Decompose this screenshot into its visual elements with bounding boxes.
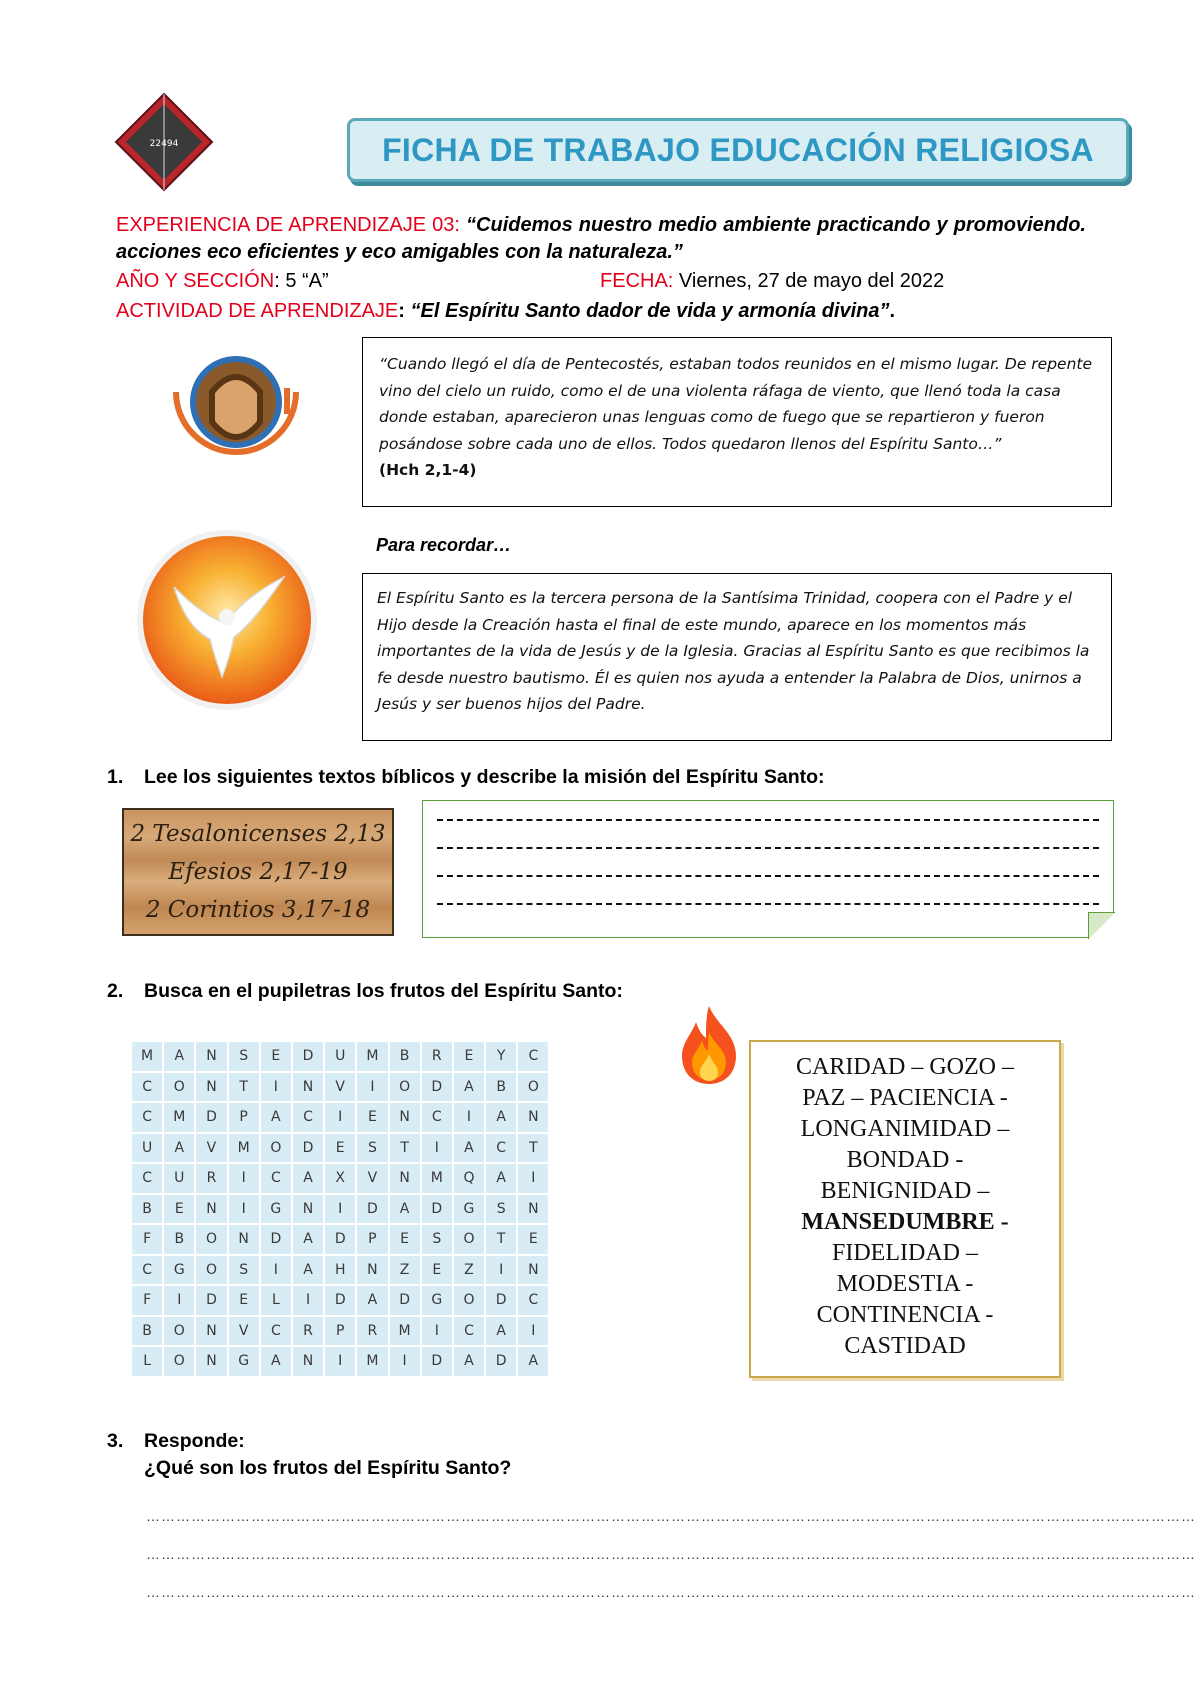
grid-cell: D [292, 1133, 324, 1164]
grid-cell: Y [485, 1041, 517, 1072]
grid-cell: N [228, 1224, 260, 1255]
grid-cell: D [195, 1102, 227, 1133]
grid-cell: A [260, 1102, 292, 1133]
grid-cell: H [324, 1255, 356, 1286]
grid-cell: A [453, 1072, 485, 1103]
grid-cell: E [356, 1102, 388, 1133]
grid-cell: V [324, 1072, 356, 1103]
grid-cell: D [485, 1285, 517, 1316]
grid-cell: C [131, 1163, 163, 1194]
grid-cell: I [517, 1163, 549, 1194]
grid-cell: D [324, 1224, 356, 1255]
grid-cell: D [389, 1285, 421, 1316]
recordar-title: Para recordar… [376, 535, 512, 555]
grid-cell: I [517, 1316, 549, 1347]
grid-cell: I [421, 1316, 453, 1347]
grid-cell: M [356, 1346, 388, 1377]
grid-cell: N [517, 1102, 549, 1133]
word-search-grid [130, 1040, 550, 1378]
answer-line[interactable] [437, 875, 1099, 877]
grid-cell: R [292, 1316, 324, 1347]
grid-cell: A [485, 1102, 517, 1133]
fruit-item: CONTINENCIA - [816, 1302, 994, 1328]
grid-cell: R [356, 1316, 388, 1347]
quote-reference: (Hch 2,1-4) [379, 461, 477, 479]
seccion-label: AÑO Y SECCIÓN [116, 270, 275, 292]
grid-cell: D [421, 1346, 453, 1377]
grid-cell: N [195, 1041, 227, 1072]
grid-cell: O [389, 1072, 421, 1103]
grid-cell: R [195, 1163, 227, 1194]
fruit-item: CASTIDAD [844, 1333, 966, 1359]
page-title-box [347, 118, 1129, 182]
grid-cell: I [324, 1194, 356, 1225]
fecha-value: Viernes, 27 de mayo del 2022 [673, 270, 945, 292]
page-fold-corner [1088, 912, 1115, 939]
grid-cell: R [421, 1041, 453, 1072]
grid-cell: N [356, 1255, 388, 1286]
seccion-row [116, 268, 329, 295]
grid-cell: L [260, 1285, 292, 1316]
question-3-number: 3. [107, 1430, 124, 1452]
holy-spirit-dove-image [134, 527, 320, 713]
grid-cell: E [453, 1041, 485, 1072]
grid-cell: O [260, 1133, 292, 1164]
grid-cell: E [389, 1224, 421, 1255]
grid-row [131, 1255, 549, 1286]
grid-cell: N [195, 1194, 227, 1225]
actividad-value: “El Espíritu Santo dador de vida y armonía divina” [410, 300, 890, 322]
grid-cell: P [228, 1102, 260, 1133]
grid-cell: I [260, 1255, 292, 1286]
grid-cell: I [389, 1346, 421, 1377]
grid-cell: N [389, 1102, 421, 1133]
grid-cell: G [421, 1285, 453, 1316]
jesus-image [168, 352, 304, 470]
actividad-colon: : [398, 300, 411, 322]
grid-cell: I [421, 1133, 453, 1164]
fruit-item: BENIGNIDAD – [820, 1178, 990, 1204]
grid-cell: O [163, 1346, 195, 1377]
question-2-number: 2. [107, 980, 124, 1002]
grid-cell: O [163, 1316, 195, 1347]
grid-cell: C [260, 1163, 292, 1194]
grid-cell: B [131, 1194, 163, 1225]
grid-cell: B [485, 1072, 517, 1103]
grid-cell: M [356, 1041, 388, 1072]
grid-cell: I [260, 1072, 292, 1103]
grid-row [131, 1041, 549, 1072]
grid-cell: A [292, 1163, 324, 1194]
grid-cell: N [389, 1163, 421, 1194]
actividad-label: ACTIVIDAD DE APRENDIZAJE [116, 300, 399, 322]
grid-cell: E [517, 1224, 549, 1255]
grid-cell: O [453, 1285, 485, 1316]
grid-cell: M [421, 1163, 453, 1194]
grid-cell: A [485, 1163, 517, 1194]
grid-cell: N [195, 1072, 227, 1103]
grid-cell: V [356, 1163, 388, 1194]
grid-cell: M [163, 1102, 195, 1133]
grid-cell: I [324, 1346, 356, 1377]
quote-box [362, 337, 1112, 507]
grid-cell: C [421, 1102, 453, 1133]
grid-cell: A [389, 1194, 421, 1225]
answer-line[interactable] [437, 819, 1099, 821]
grid-cell: N [292, 1194, 324, 1225]
grid-cell: O [163, 1072, 195, 1103]
grid-cell: E [260, 1041, 292, 1072]
grid-cell: A [163, 1133, 195, 1164]
grid-cell: V [195, 1133, 227, 1164]
answer-line[interactable] [437, 903, 1099, 905]
grid-cell: B [389, 1041, 421, 1072]
grid-cell: D [195, 1285, 227, 1316]
answer-dotted-line[interactable]: ………………………………………………………………………………………………………………………………………………………………………………………… [146, 1584, 1196, 1600]
fruit-item: MODESTIA - [836, 1271, 974, 1297]
grid-cell: A [292, 1224, 324, 1255]
grid-cell: G [453, 1194, 485, 1225]
experiencia-block [116, 212, 1086, 266]
grid-cell: C [485, 1133, 517, 1164]
grid-cell: U [324, 1041, 356, 1072]
grid-cell: Z [453, 1255, 485, 1286]
quote-text: “Cuando llegó el día de Pentecostés, estaban todos reunidos en el mismo lugar. De repente vino del cielo un ruido, como el de una violenta ráfaga de viento, que llenó toda la casa donde estaban, aparecieron unas lenguas como de fuego que se repartieron y fueron posándose sobre cada uno de ellos. Todos quedaron llenos del Espíritu Santo…” [379, 355, 1093, 453]
fruit-item: MANSEDUMBRE - [801, 1209, 1009, 1235]
grid-cell: C [517, 1041, 549, 1072]
recordar-box [362, 573, 1112, 741]
grid-row [131, 1194, 549, 1225]
grid-cell: O [195, 1224, 227, 1255]
answer-dotted-line[interactable]: ………………………………………………………………………………………………………………………………………………………………………………………… [146, 1546, 1196, 1562]
answer-dotted-line[interactable]: ………………………………………………………………………………………………………………………………………………………………………………………… [146, 1508, 1196, 1524]
grid-row [131, 1346, 549, 1377]
grid-cell: L [131, 1346, 163, 1377]
grid-cell: F [131, 1224, 163, 1255]
grid-cell: M [228, 1133, 260, 1164]
grid-cell: S [228, 1255, 260, 1286]
actividad-end: . [889, 300, 896, 322]
grid-cell: A [292, 1255, 324, 1286]
grid-row [131, 1133, 549, 1164]
grid-cell: P [324, 1316, 356, 1347]
grid-cell: C [131, 1072, 163, 1103]
fruit-item: LONGANIMIDAD – [800, 1116, 1010, 1142]
grid-cell: I [228, 1194, 260, 1225]
grid-cell: A [453, 1133, 485, 1164]
fruit-item: BONDAD - [846, 1147, 964, 1173]
grid-cell: V [228, 1316, 260, 1347]
grid-row [131, 1072, 549, 1103]
grid-cell: G [228, 1346, 260, 1377]
grid-cell: A [453, 1346, 485, 1377]
grid-cell: N [292, 1072, 324, 1103]
grid-cell: N [195, 1346, 227, 1377]
fire-icon [676, 1004, 742, 1086]
grid-cell: T [228, 1072, 260, 1103]
grid-cell: C [131, 1255, 163, 1286]
grid-cell: B [163, 1224, 195, 1255]
grid-cell: T [485, 1224, 517, 1255]
grid-cell: O [453, 1224, 485, 1255]
grid-cell: A [260, 1346, 292, 1377]
grid-row [131, 1316, 549, 1347]
grid-cell: E [421, 1255, 453, 1286]
grid-cell: D [421, 1072, 453, 1103]
grid-cell: G [260, 1194, 292, 1225]
grid-cell: I [228, 1163, 260, 1194]
grid-cell: I [163, 1285, 195, 1316]
grid-cell: C [517, 1285, 549, 1316]
grid-cell: C [453, 1316, 485, 1347]
grid-cell: O [195, 1255, 227, 1286]
fruit-item: FIDELIDAD – [832, 1240, 978, 1266]
grid-cell: U [163, 1163, 195, 1194]
grid-cell: C [292, 1102, 324, 1133]
recordar-text: El Espíritu Santo es la tercera persona de la Santísima Trinidad, coopera con el Padre y el Hijo desde la Creación hasta el final de este mundo, aparece en los momentos más importantes de la vida de Jesús y de la Iglesia. Gracias al Espíritu Santo es que recibimos la fe desde nuestro bautismo. Él es quien nos ayuda a entender la Palabra de Dios, unirnos a Jesús y ser buenos hijos del Padre. [377, 589, 1090, 713]
grid-row [131, 1285, 549, 1316]
grid-cell: F [131, 1285, 163, 1316]
grid-cell: T [517, 1133, 549, 1164]
grid-cell: D [324, 1285, 356, 1316]
question-1-number: 1. [107, 766, 124, 788]
grid-cell: U [131, 1133, 163, 1164]
question-3-text: ¿Qué son los frutos del Espíritu Santo? [144, 1457, 512, 1479]
grid-cell: D [356, 1194, 388, 1225]
grid-cell: D [421, 1194, 453, 1225]
question-1-title: Lee los siguientes textos bíblicos y describe la misión del Espíritu Santo: [144, 766, 825, 788]
grid-cell: P [356, 1224, 388, 1255]
grid-row [131, 1163, 549, 1194]
logo-number: 22494 [149, 139, 179, 149]
grid-cell: E [228, 1285, 260, 1316]
bible-citations-board [122, 808, 394, 936]
grid-cell: I [292, 1285, 324, 1316]
grid-cell: A [485, 1316, 517, 1347]
grid-cell: C [131, 1102, 163, 1133]
fruit-item: PAZ – PACIENCIA - [802, 1085, 1008, 1111]
grid-cell: Z [389, 1255, 421, 1286]
bible-citation: 2 Tesalonicenses 2,13 [130, 821, 386, 847]
grid-cell: S [421, 1224, 453, 1255]
actividad-row [116, 298, 895, 325]
experiencia-text: “Cuidemos nuestro medio ambiente practicando y promoviendo. acciones eco eficientes y eco amigables con la naturaleza.” [116, 214, 1086, 263]
grid-cell: E [163, 1194, 195, 1225]
grid-cell: A [356, 1285, 388, 1316]
bible-citation: Efesios 2,17-19 [168, 859, 348, 885]
question-2-title: Busca en el pupiletras los frutos del Espíritu Santo: [144, 980, 623, 1002]
grid-cell: D [292, 1041, 324, 1072]
grid-cell: S [485, 1194, 517, 1225]
answer-line[interactable] [437, 847, 1099, 849]
grid-cell: D [260, 1224, 292, 1255]
page-title: FICHA DE TRABAJO EDUCACIÓN RELIGIOSA [382, 131, 1094, 168]
seccion-value: : 5 “A” [274, 270, 329, 292]
grid-cell: C [260, 1316, 292, 1347]
grid-cell: M [131, 1041, 163, 1072]
grid-cell: N [517, 1255, 549, 1286]
grid-cell: O [517, 1072, 549, 1103]
grid-cell: G [163, 1255, 195, 1286]
grid-cell: B [131, 1316, 163, 1347]
grid-row [131, 1102, 549, 1133]
grid-cell: N [195, 1316, 227, 1347]
fruits-list-box [749, 1040, 1061, 1378]
grid-cell: D [485, 1346, 517, 1377]
grid-cell: N [292, 1346, 324, 1377]
fecha-row [600, 268, 944, 295]
grid-cell: Q [453, 1163, 485, 1194]
bible-citation: 2 Corintios 3,17-18 [145, 897, 371, 923]
grid-cell: I [485, 1255, 517, 1286]
grid-cell: I [324, 1102, 356, 1133]
experiencia-label: EXPERIENCIA DE APRENDIZAJE 03: [116, 214, 460, 236]
grid-cell: S [228, 1041, 260, 1072]
fruit-item: CARIDAD – GOZO – [796, 1054, 1014, 1080]
grid-row [131, 1224, 549, 1255]
grid-cell: M [389, 1316, 421, 1347]
grid-cell: S [356, 1133, 388, 1164]
grid-cell: E [324, 1133, 356, 1164]
answer-lines-box[interactable] [422, 800, 1114, 938]
grid-cell: N [517, 1194, 549, 1225]
school-logo [112, 90, 216, 194]
grid-cell: T [389, 1133, 421, 1164]
grid-cell: I [356, 1072, 388, 1103]
question-3-title: Responde: [144, 1430, 245, 1452]
fecha-label: FECHA: [600, 270, 674, 292]
grid-cell: I [453, 1102, 485, 1133]
grid-cell: A [517, 1346, 549, 1377]
grid-cell: X [324, 1163, 356, 1194]
grid-cell: A [163, 1041, 195, 1072]
